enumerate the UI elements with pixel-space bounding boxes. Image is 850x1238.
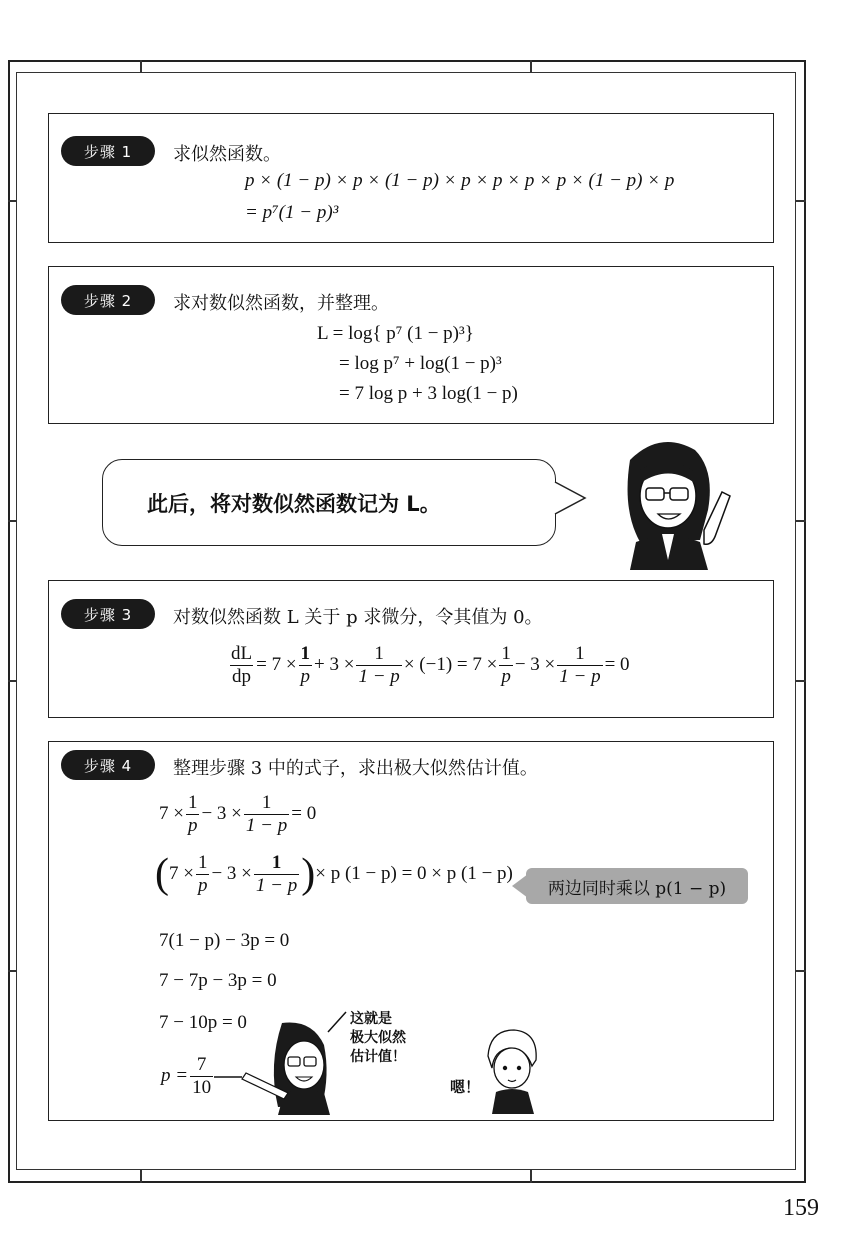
eq-term: − 3 × [211,863,252,885]
comment-line: 估计值！ [350,1049,406,1065]
frame-tick [8,680,16,682]
step-1-equation-line-2: = p⁷(1 − p)³ [245,202,339,223]
frame-tick [8,200,16,202]
frame-tick [8,520,16,522]
step-4-result [161,1054,215,1099]
teacher-character-illustration [600,430,740,570]
left-paren: ( [155,851,169,898]
step-2-box [48,266,774,424]
fraction-1-over-p: $\frac{1}{p}$ [501,643,511,687]
frame-tick [530,60,532,72]
student-reply: 嗯！ [450,1078,481,1096]
step-4-title: 整理步骤 3 中的式子，求出极大似然估计值。 [173,758,538,779]
right-paren: ) [301,851,316,898]
step-4-equation-line-3: 7(1 − p) − 3p = 0 [159,930,290,951]
student-character-illustration [476,1026,546,1114]
speech-bubble [102,459,556,546]
step-1-badge: 步骤 1 [61,136,155,166]
step-2-equation-line-3: = 7 log p + 3 log(1 − p) [339,383,518,404]
fraction-1-over-1-minus-p: $\frac{1}{1 - p}$ [358,643,400,687]
step-2-equation-line-2: = log p⁷ + log(1 − p)³ [339,353,502,374]
step-1-equation-line-1: p × (1 − p) × p × (1 − p) × p × p × p × p × (1 − p) × p [245,170,675,191]
frame-tick [796,520,806,522]
comment-line: 这就是 [350,1011,392,1027]
fraction-1-over-p: $\frac{1}{p}$ [300,643,311,687]
step-2-badge: 步骤 2 [61,285,155,315]
step-1-box [48,113,774,243]
comment-line: 极大似然 [350,1030,406,1046]
step-3-badge: 步骤 3 [61,599,155,629]
eq-term: = 0 [291,803,317,825]
page-number: 159 [783,1195,819,1221]
fraction-dl-dp: $\frac{dL}{dp}$ [231,643,253,687]
handwritten-comment [350,1010,406,1067]
eq-term: 7 × [169,863,194,885]
eq-term: + 3 × [314,654,355,676]
frame-tick [530,1170,532,1183]
frame-tick [8,970,16,972]
step-1-title: 求似然函数。 [173,144,281,165]
step-3-derivative-equation [227,643,630,688]
eq-term: × (−1) = 7 × [403,654,498,676]
step-3-box [48,580,774,718]
eq-term: × p (1 − p) = 0 × p (1 − p) [315,863,513,885]
step-4-equation-line-4: 7 − 7p − 3p = 0 [159,970,277,991]
step-2-title: 求对数似然函数，并整理。 [173,293,389,314]
pointer-stroke [326,1010,350,1034]
fraction-1-over-1-minus-p: $\frac{1}{1 - p}$ [255,852,298,896]
step-4-equation-line-2 [155,852,513,897]
speech-bubble-text: 此后，将对数似然函数记为 L。 [147,492,441,516]
step-4-badge: 步骤 4 [61,750,155,780]
eq-term: − 3 × [514,654,556,676]
fraction-1-over-p: $\frac{1}{p}$ [197,852,208,896]
fraction-1-over-1-minus-p: $\frac{1}{1 - p}$ [245,792,288,836]
note-multiply-both-sides: 两边同时乘以 p(1 − p) [526,868,748,904]
teacher-pointing-illustration [212,1015,342,1115]
frame-tick [796,680,806,682]
eq-term: p = [161,1065,189,1087]
step-4-box [48,741,774,1121]
frame-tick [140,1170,142,1183]
eq-term: = 0 [604,654,630,676]
eq-term: − 3 × [201,803,242,825]
frame-tick [796,970,806,972]
step-4-equation-line-5: 7 − 10p = 0 [159,1012,247,1033]
eq-term: 7 × [159,803,184,825]
step-2-equation-line-1: L = log{ p⁷ (1 − p)³} [317,323,474,344]
frame-tick [796,200,806,202]
fraction-1-over-1-minus-p: $\frac{1}{1 - p}$ [559,643,601,687]
fraction-7-over-10: $\frac{7}{10}$ [192,1054,212,1098]
fraction-1-over-p: $\frac{1}{p}$ [187,792,198,836]
eq-term: = 7 × [256,654,297,676]
step-4-equation-line-1 [159,792,316,837]
frame-tick [140,60,142,72]
step-3-title: 对数似然函数 L 关于 p 求微分，令其值为 0。 [173,607,543,628]
speech-bubble-tail [553,478,589,522]
